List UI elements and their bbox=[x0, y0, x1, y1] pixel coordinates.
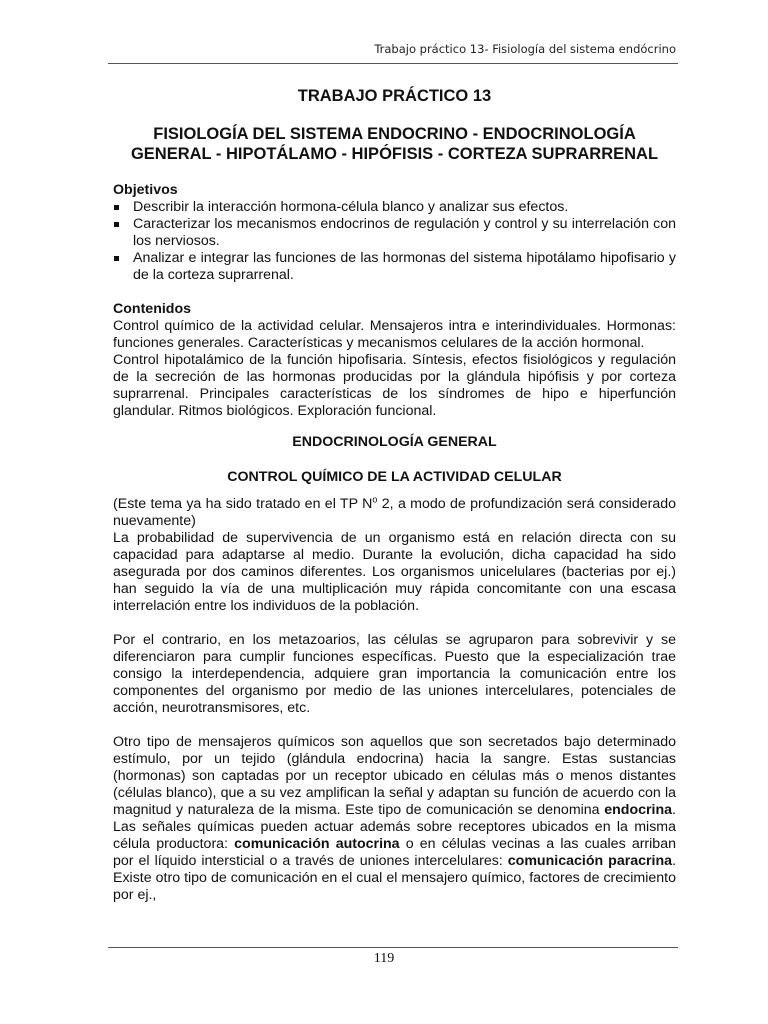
running-header: Trabajo práctico 13- Fisiología del sistema endócrino bbox=[374, 42, 676, 56]
body-paragraph: Por el contrario, en los metazoarios, las células se agruparon para sobrevivir y se diferenciaron para cumplir funciones específicas. Puesto que la especialización trae consigo la interdependencia, adquiere gran importancia la comunicación entre los componentes del organismo por medio de las uniones intercelulares, potenciales de acción, neurotransmisores, etc. bbox=[113, 632, 676, 716]
para-text: . Las señales químicas pueden actuar además sobre receptores ubicados en la misma célula productora: bbox=[113, 802, 676, 852]
page-content bbox=[113, 86, 676, 904]
footer-rule bbox=[108, 947, 678, 948]
contenidos-section bbox=[113, 301, 676, 420]
objetivo-item: Describir la interacción hormona-célula blanco y analizar sus efectos. bbox=[113, 199, 676, 216]
contenidos-paragraph: Control hipotalámico de la función hipofisaria. Síntesis, efectos fisiológicos y regulación de la secreción de las hormonas producidas por la glándula hipófisis y por corteza suprarrenal. Principales características de los síndromes de hipo e hiperfunción glandular. Ritmos biológicos. Exploración funcional. bbox=[113, 352, 676, 419]
superscript-o: o bbox=[372, 494, 378, 505]
contenidos-heading: Contenidos bbox=[113, 301, 192, 317]
objetivos-heading: Objetivos bbox=[113, 182, 178, 198]
para-text: . Existe otro tipo de comunicación en el cual el mensajero químico, factores de crecimiento por ej., bbox=[113, 853, 677, 903]
header-rule bbox=[108, 63, 678, 64]
page-number: 119 bbox=[373, 951, 395, 966]
intro-text: (Este tema ya ha sido tratado en el TP N bbox=[113, 496, 373, 512]
objetivos-section bbox=[113, 182, 676, 284]
section-heading-control: CONTROL QUÍMICO DE LA ACTIVIDAD CELULAR bbox=[227, 469, 562, 485]
objetivo-item: Caracterizar los mecanismos endocrinos de regulación y control y su interrelación con los nerviosos. bbox=[113, 216, 676, 250]
bold-term: comunicación paracrina bbox=[507, 853, 673, 869]
contenidos-paragraph: Control químico de la actividad celular. Mensajeros intra e interindividuales. Hormonas: funciones generales. Características y mecanismos celulares de la acción hormonal. bbox=[113, 318, 676, 351]
body-paragraph bbox=[113, 734, 676, 904]
objetivo-item: Analizar e integrar las funciones de las hormonas del sistema hipotálamo hipofisario y de la corteza suprarrenal. bbox=[113, 250, 676, 284]
intro-text-end: 2, a modo de profundización será considerado nuevamente) bbox=[113, 496, 677, 529]
para-text: o en células vecinas a las cuales arriban por el líquido intersticial o a través de uniones intercelulares: bbox=[113, 836, 676, 869]
page-title: TRABAJO PRÁCTICO 13 bbox=[297, 87, 492, 105]
bold-term: endocrina bbox=[604, 802, 673, 818]
objetivos-list bbox=[113, 199, 676, 284]
section-heading-endocrinologia: ENDOCRINOLOGÍA GENERAL bbox=[292, 434, 497, 450]
intro-paragraph bbox=[113, 496, 676, 530]
body-paragraph: La probabilidad de supervivencia de un organismo está en relación directa con su capacidad para adaptarse al medio. Durante la evolución, dicha capacidad ha sido asegurada por dos caminos diferentes. Los organismos unicelulares (bacterias por ej.) han seguido la vía de una multiplicación muy rápida concomitante con una escasa interrelación entre los individuos de la población. bbox=[113, 530, 676, 614]
para-text: Otro tipo de mensajeros químicos son aquellos que son secretados bajo determinado estímulo, por un tejido (glándula endocrina) hacia la sangre. Estas sustancias (hormonas) son captadas por un receptor ubicado en células más o menos distantes (células blanco), que a su vez amplifican la señal y adaptan su función de acuerdo con la magnitud y naturaleza de la misma. Este tipo de comunicación se denomina bbox=[113, 734, 676, 818]
main-title: FISIOLOGÍA DEL SISTEMA ENDOCRINO - ENDOCRINOLOGÍA GENERAL - HIPOTÁLAMO - HIPÓFISIS - CORTEZA SUPRARRENAL bbox=[130, 125, 659, 163]
bold-term: comunicación autocrina bbox=[234, 836, 400, 852]
